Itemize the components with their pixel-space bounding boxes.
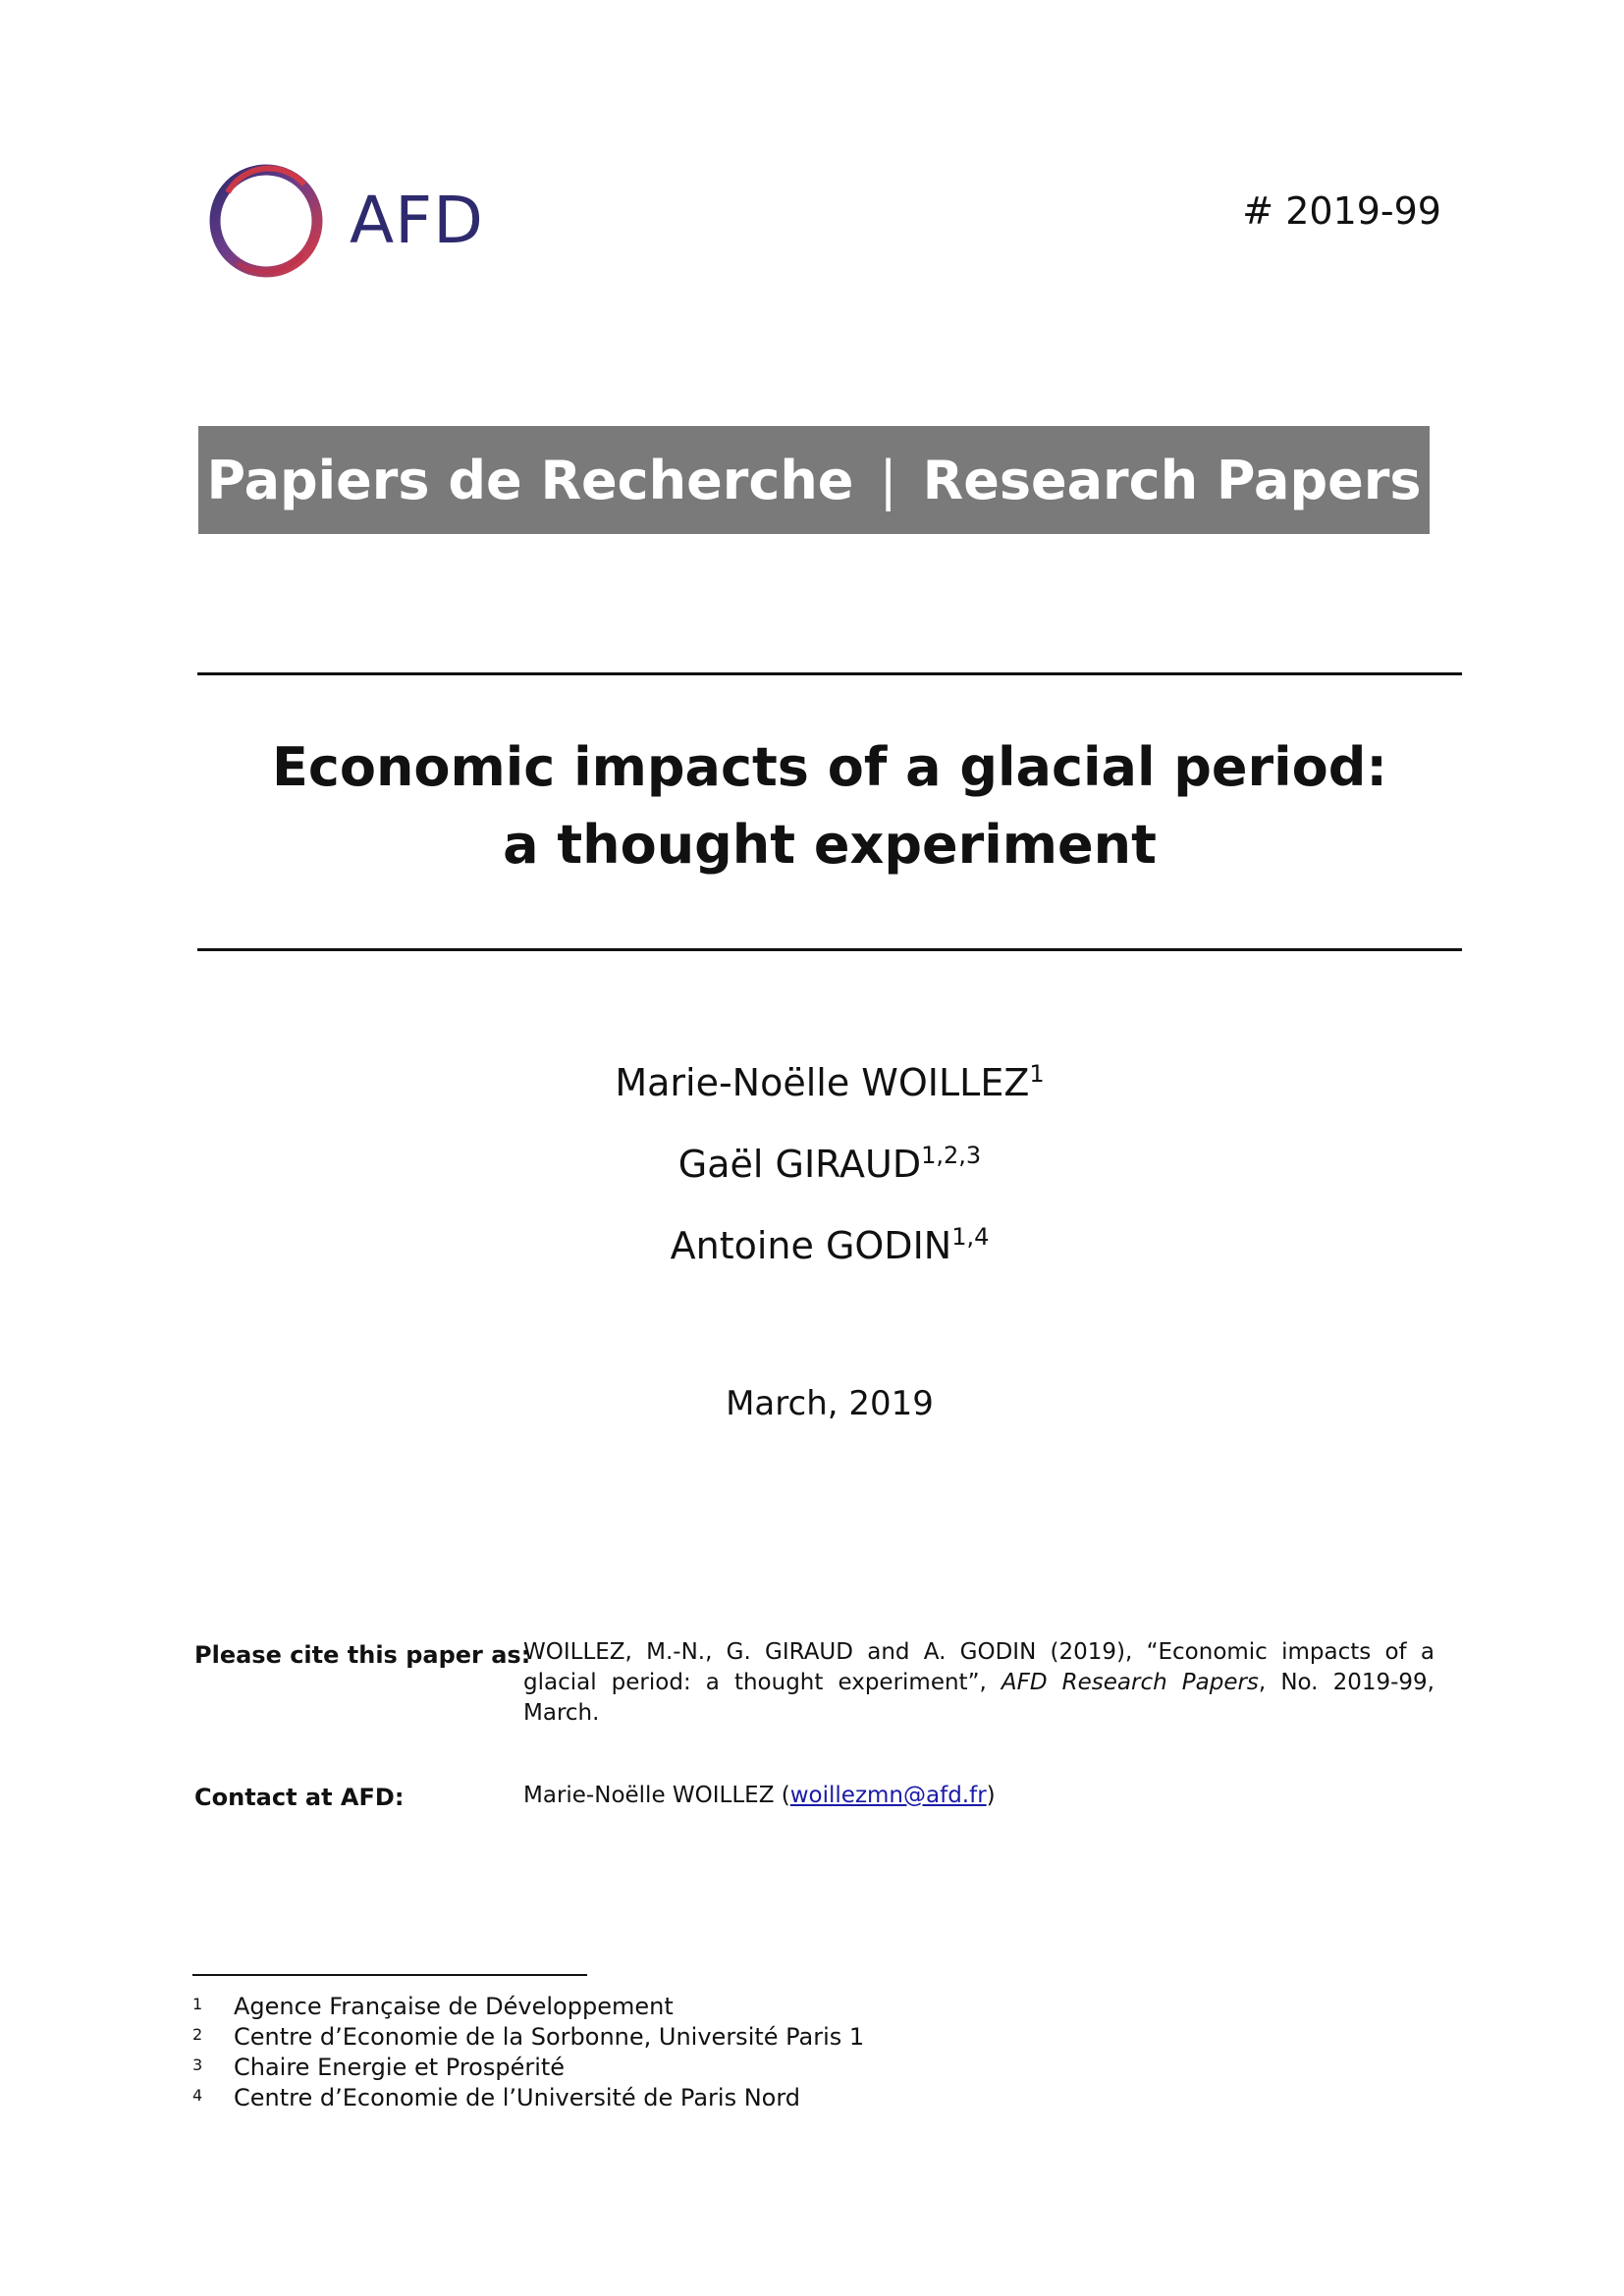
contact-name: Marie-Noëlle WOILLEZ (523, 1783, 775, 1808)
author (197, 1223, 1462, 1267)
series-separator: | (879, 449, 897, 511)
paper-number: # 2019-99 (1242, 189, 1441, 233)
footnote-number: 3 (192, 2056, 203, 2074)
contact-open-paren: ( (781, 1783, 790, 1808)
paper-title (197, 728, 1462, 883)
afd-ring-logo-icon (208, 163, 324, 279)
footnote-text: Agence Française de Développement (234, 1993, 674, 2020)
series-banner (198, 426, 1430, 534)
author-affiliation: 1 (1029, 1060, 1045, 1088)
author-name: Marie-Noëlle WOILLEZ (615, 1061, 1030, 1104)
author (197, 1142, 1462, 1186)
footnote-text: Chaire Energie et Prospérité (234, 2054, 566, 2081)
citation-label: Please cite this paper as: (194, 1641, 531, 1669)
contact-label: Contact at AFD: (194, 1784, 405, 1811)
title-rule-top (197, 672, 1462, 675)
contact-info (523, 1785, 996, 1807)
title-rule-bottom (197, 948, 1462, 951)
contact-email-link[interactable]: woillezmn@afd.fr (789, 1783, 987, 1808)
paper-title-line-1: Economic impacts of a glacial period: (271, 736, 1388, 798)
footnote-item (192, 1993, 864, 2023)
series-title-french: Papiers de Recherche (206, 449, 854, 511)
paper-title-line-2: a thought experiment (503, 814, 1157, 876)
logo-text: AFD (350, 183, 484, 258)
author-name: Antoine GODIN (670, 1224, 952, 1267)
citation-authors-title: WOILLEZ, M.-N., G. GIRAUD and A. GODIN (2019), “Economic impacts of a glacial period: a thought experiment”, (523, 1639, 1435, 1695)
author-name: Gaël GIRAUD (677, 1143, 922, 1186)
citation-journal: AFD Research Papers (1001, 1670, 1259, 1695)
afd-logo (208, 163, 484, 279)
author-affiliation: 1,2,3 (921, 1142, 982, 1169)
footnote-item (192, 2054, 864, 2084)
author (197, 1060, 1462, 1104)
citation-text (523, 1637, 1435, 1729)
author-affiliation: 1,4 (951, 1223, 990, 1251)
footnote-number: 1 (192, 1995, 203, 2013)
contact-close-paren: ) (986, 1783, 996, 1808)
footnotes (192, 1993, 864, 2114)
footnote-text: Centre d’Economie de l’Université de Paris Nord (234, 2084, 801, 2111)
series-title-english: Research Papers (922, 449, 1422, 511)
footnote-number: 2 (192, 2025, 203, 2044)
citation-number-date: , No. 2019-99, March. (523, 1670, 1435, 1726)
footnote-item (192, 2084, 864, 2114)
publication-date: March, 2019 (726, 1384, 934, 1423)
footnote-text: Centre d’Economie de la Sorbonne, Université Paris 1 (234, 2023, 865, 2051)
footnote-item (192, 2023, 864, 2054)
footnote-number: 4 (192, 2086, 203, 2105)
footnote-divider (192, 1974, 587, 1976)
